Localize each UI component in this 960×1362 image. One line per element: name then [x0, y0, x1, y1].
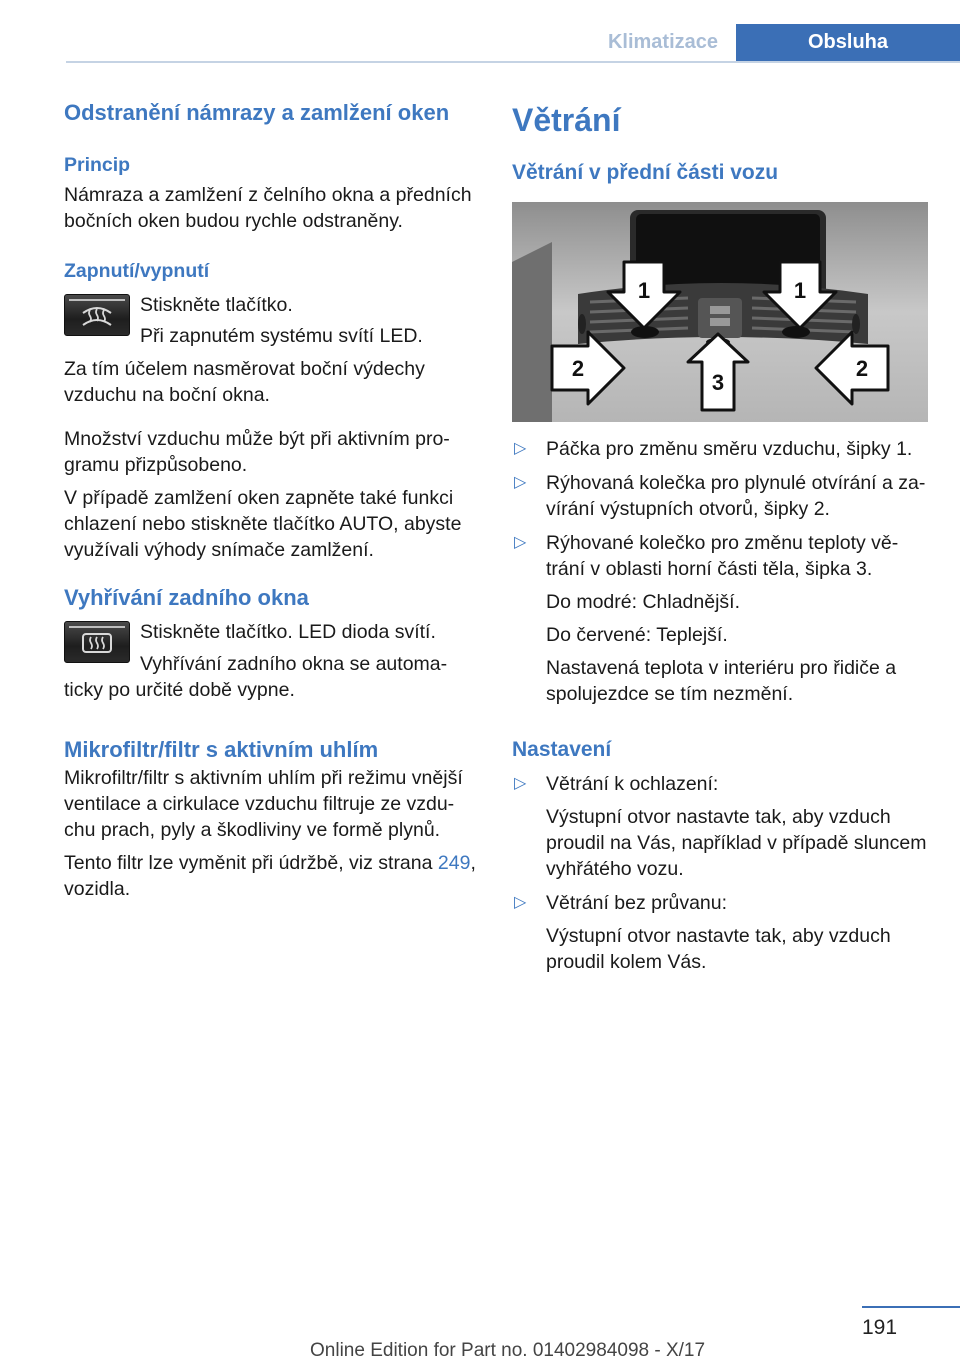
- bullet-marker-icon: ▷: [514, 534, 527, 551]
- rear-line1: Stiskněte tlačítko. LED dioda svítí.: [140, 621, 436, 643]
- front-ventilation-heading: Větrání v přední části vozu: [512, 161, 779, 184]
- rear-defrost-button-image: [64, 621, 130, 663]
- airflow-text: Množství vzduchu může být při aktivním pro‐gramu přizpůsobeno.: [64, 428, 450, 476]
- bullet-marker-icon: ▷: [514, 775, 527, 792]
- replace-text: [64, 850, 478, 902]
- arrow-label-3: 3: [711, 370, 725, 395]
- tab-klimatizace[interactable]: Klimatizace: [607, 31, 719, 53]
- onoff-line1: Stiskněte tlačítko.: [140, 294, 293, 316]
- list-item: [512, 771, 932, 882]
- rear-defrost-icon: [81, 632, 113, 654]
- bullet-text: Větrání bez průvanu:: [546, 892, 728, 914]
- settings-heading: Nastavení: [512, 738, 612, 761]
- page-link-249[interactable]: 249: [437, 852, 471, 874]
- fog-text: V případě zamlžení oken zapněte také funkci chlazení nebo stiskněte tlačítko AUTO, abyste využívali výhody snímače zamlžení.: [64, 487, 462, 561]
- defrost-heading: Odstranění námrazy a zamlžení oken: [64, 100, 450, 125]
- bullet-subtext: Do modré: Chladnější.: [546, 591, 741, 613]
- rear-heading: Vyhřívání zadního okna: [64, 585, 309, 610]
- tab-obsluha[interactable]: Obsluha: [736, 24, 960, 61]
- vent-bullets: [512, 436, 932, 707]
- list-item: [512, 470, 932, 522]
- bullet-marker-icon: ▷: [514, 894, 527, 911]
- bullet-text: Páčka pro změnu směru vzduchu, šipky 1.: [546, 438, 913, 460]
- page-number: 191: [862, 1316, 898, 1339]
- arrow-label-2-left: 2: [571, 356, 585, 381]
- led-indicator: [69, 299, 125, 301]
- bullet-text: Větrání k ochlazení:: [546, 773, 719, 795]
- dashboard-vents-photo: [512, 202, 928, 422]
- header-divider: [66, 61, 960, 63]
- vents-illustration: [512, 202, 928, 422]
- filter-heading: Mikrofiltr/filtr s aktivním uhlím: [64, 737, 379, 762]
- replace-text-b: , vozidla.: [64, 852, 476, 900]
- bullet-subtext: Do červené: Teplejší.: [546, 624, 728, 646]
- arrow-label-2-right: 2: [855, 356, 869, 381]
- bullet-subtext: Výstupní otvor nastavte tak, aby vzduch proudil na Vás, například v případě sluncem vyhřátého vozu.: [546, 806, 927, 880]
- list-item: [512, 436, 932, 462]
- bullet-text: Rýhovaná kolečka pro plynulé otvírání a za‐vírání výstupních otvorů, šipky 2.: [546, 472, 926, 520]
- ventilation-title: Větrání: [512, 102, 621, 138]
- bullet-marker-icon: ▷: [514, 440, 527, 457]
- princip-text: Námraza a zamlžení z čelního okna a předních bočních oken budou rychle odstraněny.: [64, 184, 472, 232]
- settings-bullets: [512, 771, 932, 975]
- onoff-heading: Zapnutí/vypnutí: [64, 260, 210, 282]
- onoff-line2: Při zapnutém systému svítí LED.: [140, 325, 423, 347]
- defrost-button-row: [64, 292, 478, 348]
- bullet-marker-icon: ▷: [514, 474, 527, 491]
- led-indicator: [69, 626, 125, 628]
- front-defrost-button-image: [64, 294, 130, 336]
- list-item: [512, 890, 932, 975]
- rear-line2: Vyhřívání zadního okna se automa‐ticky po určité době vypne.: [64, 653, 448, 701]
- bullet-text: Rýhované kolečko pro změnu teploty vě‐trání v oblasti horní části těla, šipka 3.: [546, 532, 899, 580]
- left-column: [64, 98, 478, 902]
- arrow-label-1-left: 1: [637, 278, 651, 303]
- footer-divider: [862, 1306, 960, 1308]
- list-item: [512, 530, 932, 707]
- edition-text: Online Edition for Part no. 01402984098 - X/17: [310, 1340, 706, 1361]
- rear-button-row: [64, 619, 478, 703]
- arrow-label-1-right: 1: [793, 278, 807, 303]
- bullet-subtext: Nastavená teplota v interiéru pro řidiče a spolujezdce se tím nezmění.: [546, 657, 897, 705]
- onoff-text2: Za tím účelem nasměrovat boční výdechy vzduchu na boční okna.: [64, 358, 425, 406]
- replace-text-a: Tento filtr lze vyměnit při údržbě, viz strana: [64, 852, 438, 874]
- right-column: [512, 100, 932, 983]
- front-defrost-icon: [81, 305, 113, 327]
- princip-heading: Princip: [64, 154, 131, 176]
- bullet-subtext: Výstupní otvor nastavte tak, aby vzduch proudil kolem Vás.: [546, 925, 891, 973]
- filter-text: Mikrofiltr/filtr s aktivním uhlím při režimu vnější ventilace a cirkulace vzduchu filtruje ze vzdu‐chu prach, pyly a škodliviny ve formě plynů.: [64, 767, 463, 841]
